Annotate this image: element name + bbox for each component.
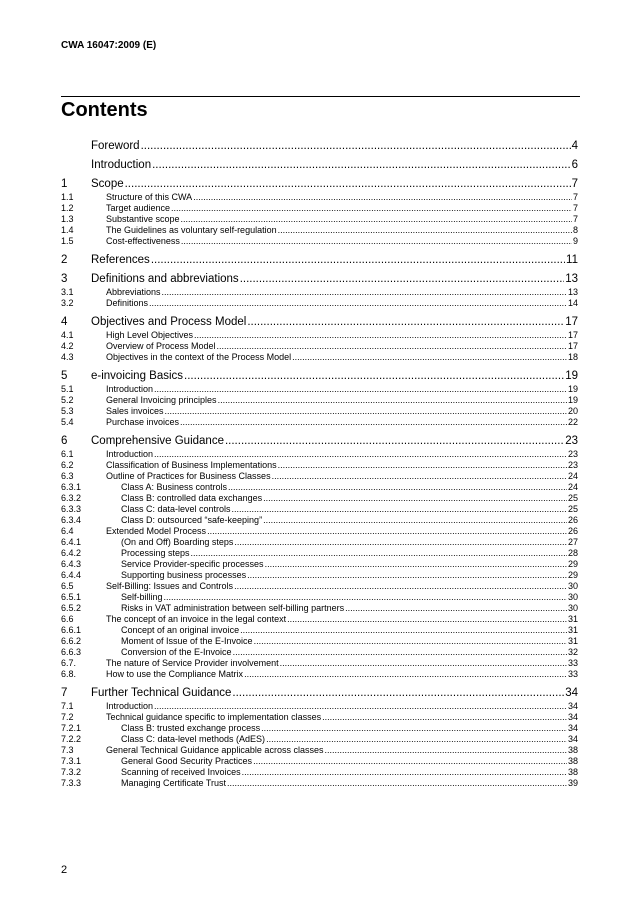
toc-entry-page: 34 (567, 734, 578, 744)
toc-leader-dots (227, 778, 567, 789)
title-divider (61, 96, 580, 97)
toc-entry-page: 34 (567, 712, 578, 722)
toc-leader-dots (149, 298, 567, 309)
toc-entry-title: Comprehensive Guidance (91, 435, 224, 447)
toc-leader-dots (228, 482, 567, 493)
toc-entry[interactable] (61, 158, 578, 173)
toc-leader-dots (181, 236, 572, 247)
toc-entry[interactable] (61, 504, 578, 515)
toc-entry-page: 26 (567, 515, 578, 525)
toc-entry-number: 1.1 (61, 192, 74, 202)
toc-leader-dots (322, 712, 567, 723)
toc-entry-number: 6.4.2 (61, 548, 82, 558)
toc-entry-title: Class B: trusted exchange process (121, 723, 261, 733)
toc-entry[interactable] (61, 192, 578, 203)
toc-entry[interactable] (61, 767, 578, 778)
toc-entry-number: 3.1 (61, 287, 74, 297)
toc-entry-page: 29 (567, 559, 578, 569)
toc-entry-title: Purchase invoices (106, 417, 180, 427)
toc-entry[interactable] (61, 369, 578, 384)
toc-entry-title: The Guidelines as voluntary self-regulation (106, 225, 277, 235)
toc-entry-title: Objectives and Process Model (91, 316, 247, 328)
toc-entry[interactable] (61, 669, 578, 680)
toc-entry-title: Target audience (106, 203, 171, 213)
toc-entry-title: Definitions and abbreviations (91, 273, 239, 285)
toc-entry[interactable] (61, 756, 578, 767)
toc-entry-page: 27 (567, 537, 578, 547)
toc-entry-title: Objectives in the context of the Process Model (106, 352, 292, 362)
toc-entry-page: 8 (572, 225, 578, 235)
toc-entry[interactable] (61, 272, 578, 287)
toc-leader-dots (191, 548, 567, 559)
toc-entry-page: 31 (567, 636, 578, 646)
toc-entry-page: 23 (567, 449, 578, 459)
toc-entry-number: 1.2 (61, 203, 74, 213)
toc-leader-dots (263, 493, 567, 504)
toc-entry-number: 4.3 (61, 352, 74, 362)
toc-entry[interactable] (61, 139, 578, 154)
toc-leader-dots (278, 460, 567, 471)
toc-entry-title: Abbreviations (106, 287, 161, 297)
toc-entry-page: 28 (567, 548, 578, 558)
toc-entry[interactable] (61, 330, 578, 341)
toc-entry-number: 6.5.1 (61, 592, 82, 602)
toc-entry-page: 14 (567, 298, 578, 308)
toc-entry-title: Supporting business processes (121, 570, 247, 580)
toc-entry-number: 6.4.1 (61, 537, 82, 547)
toc-entry[interactable] (61, 603, 578, 614)
toc-entry-title: Structure of this CWA (106, 192, 193, 202)
toc-entry-title: Moment of Issue of the E-Invoice (121, 636, 253, 646)
toc-entry-page: 7 (572, 192, 578, 202)
toc-entry-page: 7 (572, 203, 578, 213)
toc-leader-dots (247, 570, 567, 581)
toc-entry-page: 34 (565, 687, 578, 699)
toc-entry-title: Introduction (106, 701, 154, 711)
toc-entry-title: Concept of an original invoice (121, 625, 240, 635)
toc-entry-page: 24 (567, 482, 578, 492)
toc-leader-dots (232, 686, 564, 701)
toc-entry-page: 7 (572, 214, 578, 224)
toc-entry-number: 6.6.3 (61, 647, 82, 657)
toc-entry[interactable] (61, 225, 578, 236)
toc-leader-dots (171, 203, 572, 214)
toc-entry-page: 6 (571, 159, 578, 171)
toc-leader-dots (272, 471, 567, 482)
toc-entry[interactable] (61, 203, 578, 214)
toc-entry-title: Introduction (106, 384, 154, 394)
toc-entry-number: 7.2.1 (61, 723, 82, 733)
toc-entry-number: 6.4 (61, 526, 74, 536)
toc-entry-title: General Good Security Practices (121, 756, 253, 766)
toc-entry-number: 7.3 (61, 745, 74, 755)
toc-entry[interactable] (61, 471, 578, 482)
toc-entry-title: (On and Off) Boarding steps (121, 537, 234, 547)
toc-entry-number: 6.6.2 (61, 636, 82, 646)
toc-entry-number: 4.2 (61, 341, 74, 351)
toc-entry-title: Sales invoices (106, 406, 164, 416)
toc-entry-page: 26 (567, 526, 578, 536)
toc-entry-title: Class C: data-level methods (AdES) (121, 734, 266, 744)
toc-leader-dots (244, 669, 567, 680)
toc-entry-page: 39 (567, 778, 578, 788)
toc-leader-dots (232, 504, 567, 515)
toc-entry[interactable] (61, 315, 578, 330)
toc-entry-title: Class D: outsourced “safe-keeping” (121, 515, 263, 525)
toc-entry-title: Conversion of the E-Invoice (121, 647, 232, 657)
toc-entry-number: 5.2 (61, 395, 74, 405)
toc-entry[interactable] (61, 406, 578, 417)
toc-entry[interactable] (61, 636, 578, 647)
toc-entry[interactable] (61, 287, 578, 298)
toc-entry[interactable] (61, 526, 578, 537)
toc-entry[interactable] (61, 614, 578, 625)
toc-leader-dots (254, 636, 567, 647)
toc-entry-number: 6.7. (61, 658, 77, 668)
toc-entry-number: 7.2.2 (61, 734, 82, 744)
toc-entry-number: 7.2 (61, 712, 74, 722)
toc-entry[interactable] (61, 723, 578, 734)
toc-entry-title: General Technical Guidance applicable across classes (106, 745, 324, 755)
toc-leader-dots (152, 158, 570, 173)
toc-entry-page: 13 (567, 287, 578, 297)
toc-entry-page: 19 (565, 370, 578, 382)
toc-entry-page: 25 (567, 504, 578, 514)
toc-entry-title: Overview of Process Model (106, 341, 216, 351)
toc-entry-title: Technical guidance specific to implementation classes (106, 712, 322, 722)
toc-entry-number: 7.3.3 (61, 778, 82, 788)
toc-entry-title: Cost-effectiveness (106, 236, 180, 246)
toc-entry-title: Introduction (106, 449, 154, 459)
toc-leader-dots (265, 559, 567, 570)
toc-entry-title: Definitions (106, 298, 149, 308)
toc-entry-number: 6.4.3 (61, 559, 82, 569)
toc-leader-dots (217, 341, 567, 352)
toc-entry-page: 9 (572, 236, 578, 246)
toc-entry[interactable] (61, 778, 578, 789)
toc-entry-number: 1.4 (61, 225, 74, 235)
toc-entry[interactable] (61, 745, 578, 756)
toc-entry-page: 38 (567, 767, 578, 777)
toc-leader-dots (242, 767, 567, 778)
toc-leader-dots (164, 592, 567, 603)
toc-entry-number: 1 (61, 178, 68, 190)
toc-leader-dots (154, 701, 567, 712)
toc-entry-number: 6.5 (61, 581, 74, 591)
toc-entry-page: 19 (567, 384, 578, 394)
toc-entry[interactable] (61, 537, 578, 548)
toc-entry[interactable] (61, 460, 578, 471)
toc-entry[interactable] (61, 177, 578, 192)
toc-entry-page: 17 (567, 330, 578, 340)
toc-entry[interactable] (61, 686, 578, 701)
toc-entry[interactable] (61, 658, 578, 669)
toc-leader-dots (141, 139, 571, 154)
toc-leader-dots (154, 384, 567, 395)
toc-entry-number: 6.1 (61, 449, 74, 459)
toc-entry-number: 6.2 (61, 460, 74, 470)
toc-leader-dots (263, 515, 567, 526)
page-number: 2 (61, 864, 68, 876)
table-of-contents (61, 139, 578, 789)
toc-entry-number: 5.3 (61, 406, 74, 416)
toc-entry-page: 20 (567, 406, 578, 416)
toc-entry-number: 7.3.1 (61, 756, 82, 766)
toc-entry-number: 6.6 (61, 614, 74, 624)
toc-entry-title: Extended Model Process (106, 526, 207, 536)
toc-entry-number: 4.1 (61, 330, 74, 340)
toc-entry-title: Class B: controlled data exchanges (121, 493, 263, 503)
toc-entry-title: Self-billing (121, 592, 163, 602)
toc-entry[interactable] (61, 384, 578, 395)
toc-entry-title: Risks in VAT administration between self-billing partners (121, 603, 345, 613)
toc-entry-number: 5.1 (61, 384, 74, 394)
toc-entry-title: The nature of Service Provider involvement (106, 658, 279, 668)
toc-leader-dots (324, 745, 567, 756)
toc-entry[interactable] (61, 712, 578, 723)
toc-entry-number: 3.2 (61, 298, 74, 308)
toc-entry[interactable] (61, 341, 578, 352)
toc-entry-number: 7.3.2 (61, 767, 82, 777)
toc-entry[interactable] (61, 570, 578, 581)
toc-entry-page: 17 (565, 316, 578, 328)
toc-entry-number: 1.3 (61, 214, 74, 224)
toc-entry-number: 6.4.4 (61, 570, 82, 580)
toc-leader-dots (234, 537, 567, 548)
toc-entry-title: Classification of Business Implementations (106, 460, 277, 470)
toc-entry-title: Scope (91, 178, 124, 190)
toc-entry-title: Substantive scope (106, 214, 180, 224)
toc-entry[interactable] (61, 734, 578, 745)
toc-entry[interactable] (61, 395, 578, 406)
toc-entry-title: Processing steps (121, 548, 190, 558)
toc-entry-number: 6.5.2 (61, 603, 82, 613)
toc-entry-number: 7.1 (61, 701, 74, 711)
toc-entry-page: 33 (567, 669, 578, 679)
toc-entry-page: 30 (567, 581, 578, 591)
toc-entry-page: 31 (567, 614, 578, 624)
toc-entry-number: 6.3.2 (61, 493, 82, 503)
toc-entry[interactable] (61, 581, 578, 592)
toc-entry-number: 6.3.3 (61, 504, 82, 514)
toc-entry[interactable] (61, 592, 578, 603)
toc-entry[interactable] (61, 647, 578, 658)
toc-leader-dots (266, 734, 567, 745)
toc-leader-dots (181, 214, 572, 225)
toc-entry-title: Foreword (91, 140, 140, 152)
toc-entry-page: 30 (567, 603, 578, 613)
toc-entry-page: 7 (571, 178, 578, 190)
toc-entry-title: High Level Objectives (106, 330, 194, 340)
toc-entry-page: 38 (567, 756, 578, 766)
toc-leader-dots (247, 315, 564, 330)
toc-entry[interactable] (61, 352, 578, 363)
toc-entry-title: Managing Certificate Trust (121, 778, 227, 788)
toc-entry-title: Scanning of received Invoices (121, 767, 241, 777)
toc-entry-number: 7 (61, 687, 68, 699)
toc-entry[interactable] (61, 298, 578, 309)
toc-entry[interactable] (61, 493, 578, 504)
toc-entry[interactable] (61, 625, 578, 636)
toc-entry-page: 34 (567, 701, 578, 711)
toc-entry[interactable] (61, 253, 578, 268)
toc-entry-number: 6.3.4 (61, 515, 82, 525)
toc-entry-number: 3 (61, 273, 68, 285)
toc-entry-page: 11 (566, 254, 578, 266)
toc-leader-dots (194, 330, 567, 341)
page-title: Contents (61, 99, 148, 121)
toc-leader-dots (292, 352, 567, 363)
toc-entry-page: 23 (567, 460, 578, 470)
toc-entry[interactable] (61, 515, 578, 526)
toc-entry-title: Class C: data-level controls (121, 504, 231, 514)
toc-entry-number: 6 (61, 435, 68, 447)
toc-entry-page: 29 (567, 570, 578, 580)
toc-entry[interactable] (61, 559, 578, 570)
toc-entry-title: Self-Billing: Issues and Controls (106, 581, 234, 591)
toc-entry-title: References (91, 254, 150, 266)
toc-leader-dots (287, 614, 567, 625)
toc-entry-number: 5.4 (61, 417, 74, 427)
toc-leader-dots (240, 272, 565, 287)
toc-entry-title: How to use the Compliance Matrix (106, 669, 244, 679)
toc-entry-title: Further Technical Guidance (91, 687, 232, 699)
toc-entry-page: 18 (567, 352, 578, 362)
toc-entry-number: 2 (61, 254, 68, 266)
toc-entry-number: 6.8. (61, 669, 77, 679)
toc-entry[interactable] (61, 701, 578, 712)
toc-entry-title: General Invoicing principles (106, 395, 217, 405)
toc-entry-title: The concept of an invoice in the legal context (106, 614, 287, 624)
toc-entry-page: 32 (567, 647, 578, 657)
toc-leader-dots (151, 253, 565, 268)
toc-entry-number: 5 (61, 370, 68, 382)
toc-leader-dots (234, 581, 567, 592)
toc-entry-title: Class A: Business controls (121, 482, 228, 492)
toc-leader-dots (180, 417, 567, 428)
toc-entry[interactable] (61, 417, 578, 428)
toc-leader-dots (207, 526, 567, 537)
toc-entry-page: 13 (565, 273, 578, 285)
toc-entry-page: 31 (567, 625, 578, 635)
toc-entry[interactable] (61, 482, 578, 493)
toc-entry[interactable] (61, 449, 578, 460)
toc-leader-dots (154, 449, 567, 460)
toc-entry-number: 6.3 (61, 471, 74, 481)
toc-entry[interactable] (61, 434, 578, 449)
toc-entry-title: Service Provider-specific processes (121, 559, 264, 569)
toc-leader-dots (233, 647, 567, 658)
toc-entry-page: 38 (567, 745, 578, 755)
toc-entry[interactable] (61, 236, 578, 247)
toc-entry-title: Outline of Practices for Business Classes (106, 471, 271, 481)
document-id-header: CWA 16047:2009 (E) (61, 40, 157, 51)
toc-entry[interactable] (61, 548, 578, 559)
toc-leader-dots (278, 225, 572, 236)
toc-entry-page: 23 (565, 435, 578, 447)
toc-entry-page: 19 (567, 395, 578, 405)
toc-entry-page: 33 (567, 658, 578, 668)
toc-entry-page: 34 (567, 723, 578, 733)
toc-entry-number: 6.6.1 (61, 625, 82, 635)
toc-entry-page: 22 (567, 417, 578, 427)
toc-entry-page: 17 (567, 341, 578, 351)
toc-entry-page: 24 (567, 471, 578, 481)
toc-entry[interactable] (61, 214, 578, 225)
toc-leader-dots (162, 287, 567, 298)
toc-leader-dots (193, 192, 572, 203)
toc-leader-dots (261, 723, 567, 734)
toc-entry-page: 30 (567, 592, 578, 602)
toc-entry-number: 4 (61, 316, 68, 328)
toc-entry-page: 4 (571, 140, 578, 152)
toc-entry-number: 1.5 (61, 236, 74, 246)
toc-leader-dots (165, 406, 567, 417)
toc-leader-dots (345, 603, 567, 614)
toc-leader-dots (125, 177, 571, 192)
toc-leader-dots (280, 658, 567, 669)
toc-entry-title: Introduction (91, 159, 152, 171)
toc-leader-dots (253, 756, 567, 767)
toc-entry-page: 25 (567, 493, 578, 503)
toc-leader-dots (218, 395, 567, 406)
toc-leader-dots (240, 625, 567, 636)
toc-entry-title: e-invoicing Basics (91, 370, 184, 382)
toc-entry-number: 6.3.1 (61, 482, 82, 492)
toc-leader-dots (184, 369, 564, 384)
toc-leader-dots (225, 434, 564, 449)
